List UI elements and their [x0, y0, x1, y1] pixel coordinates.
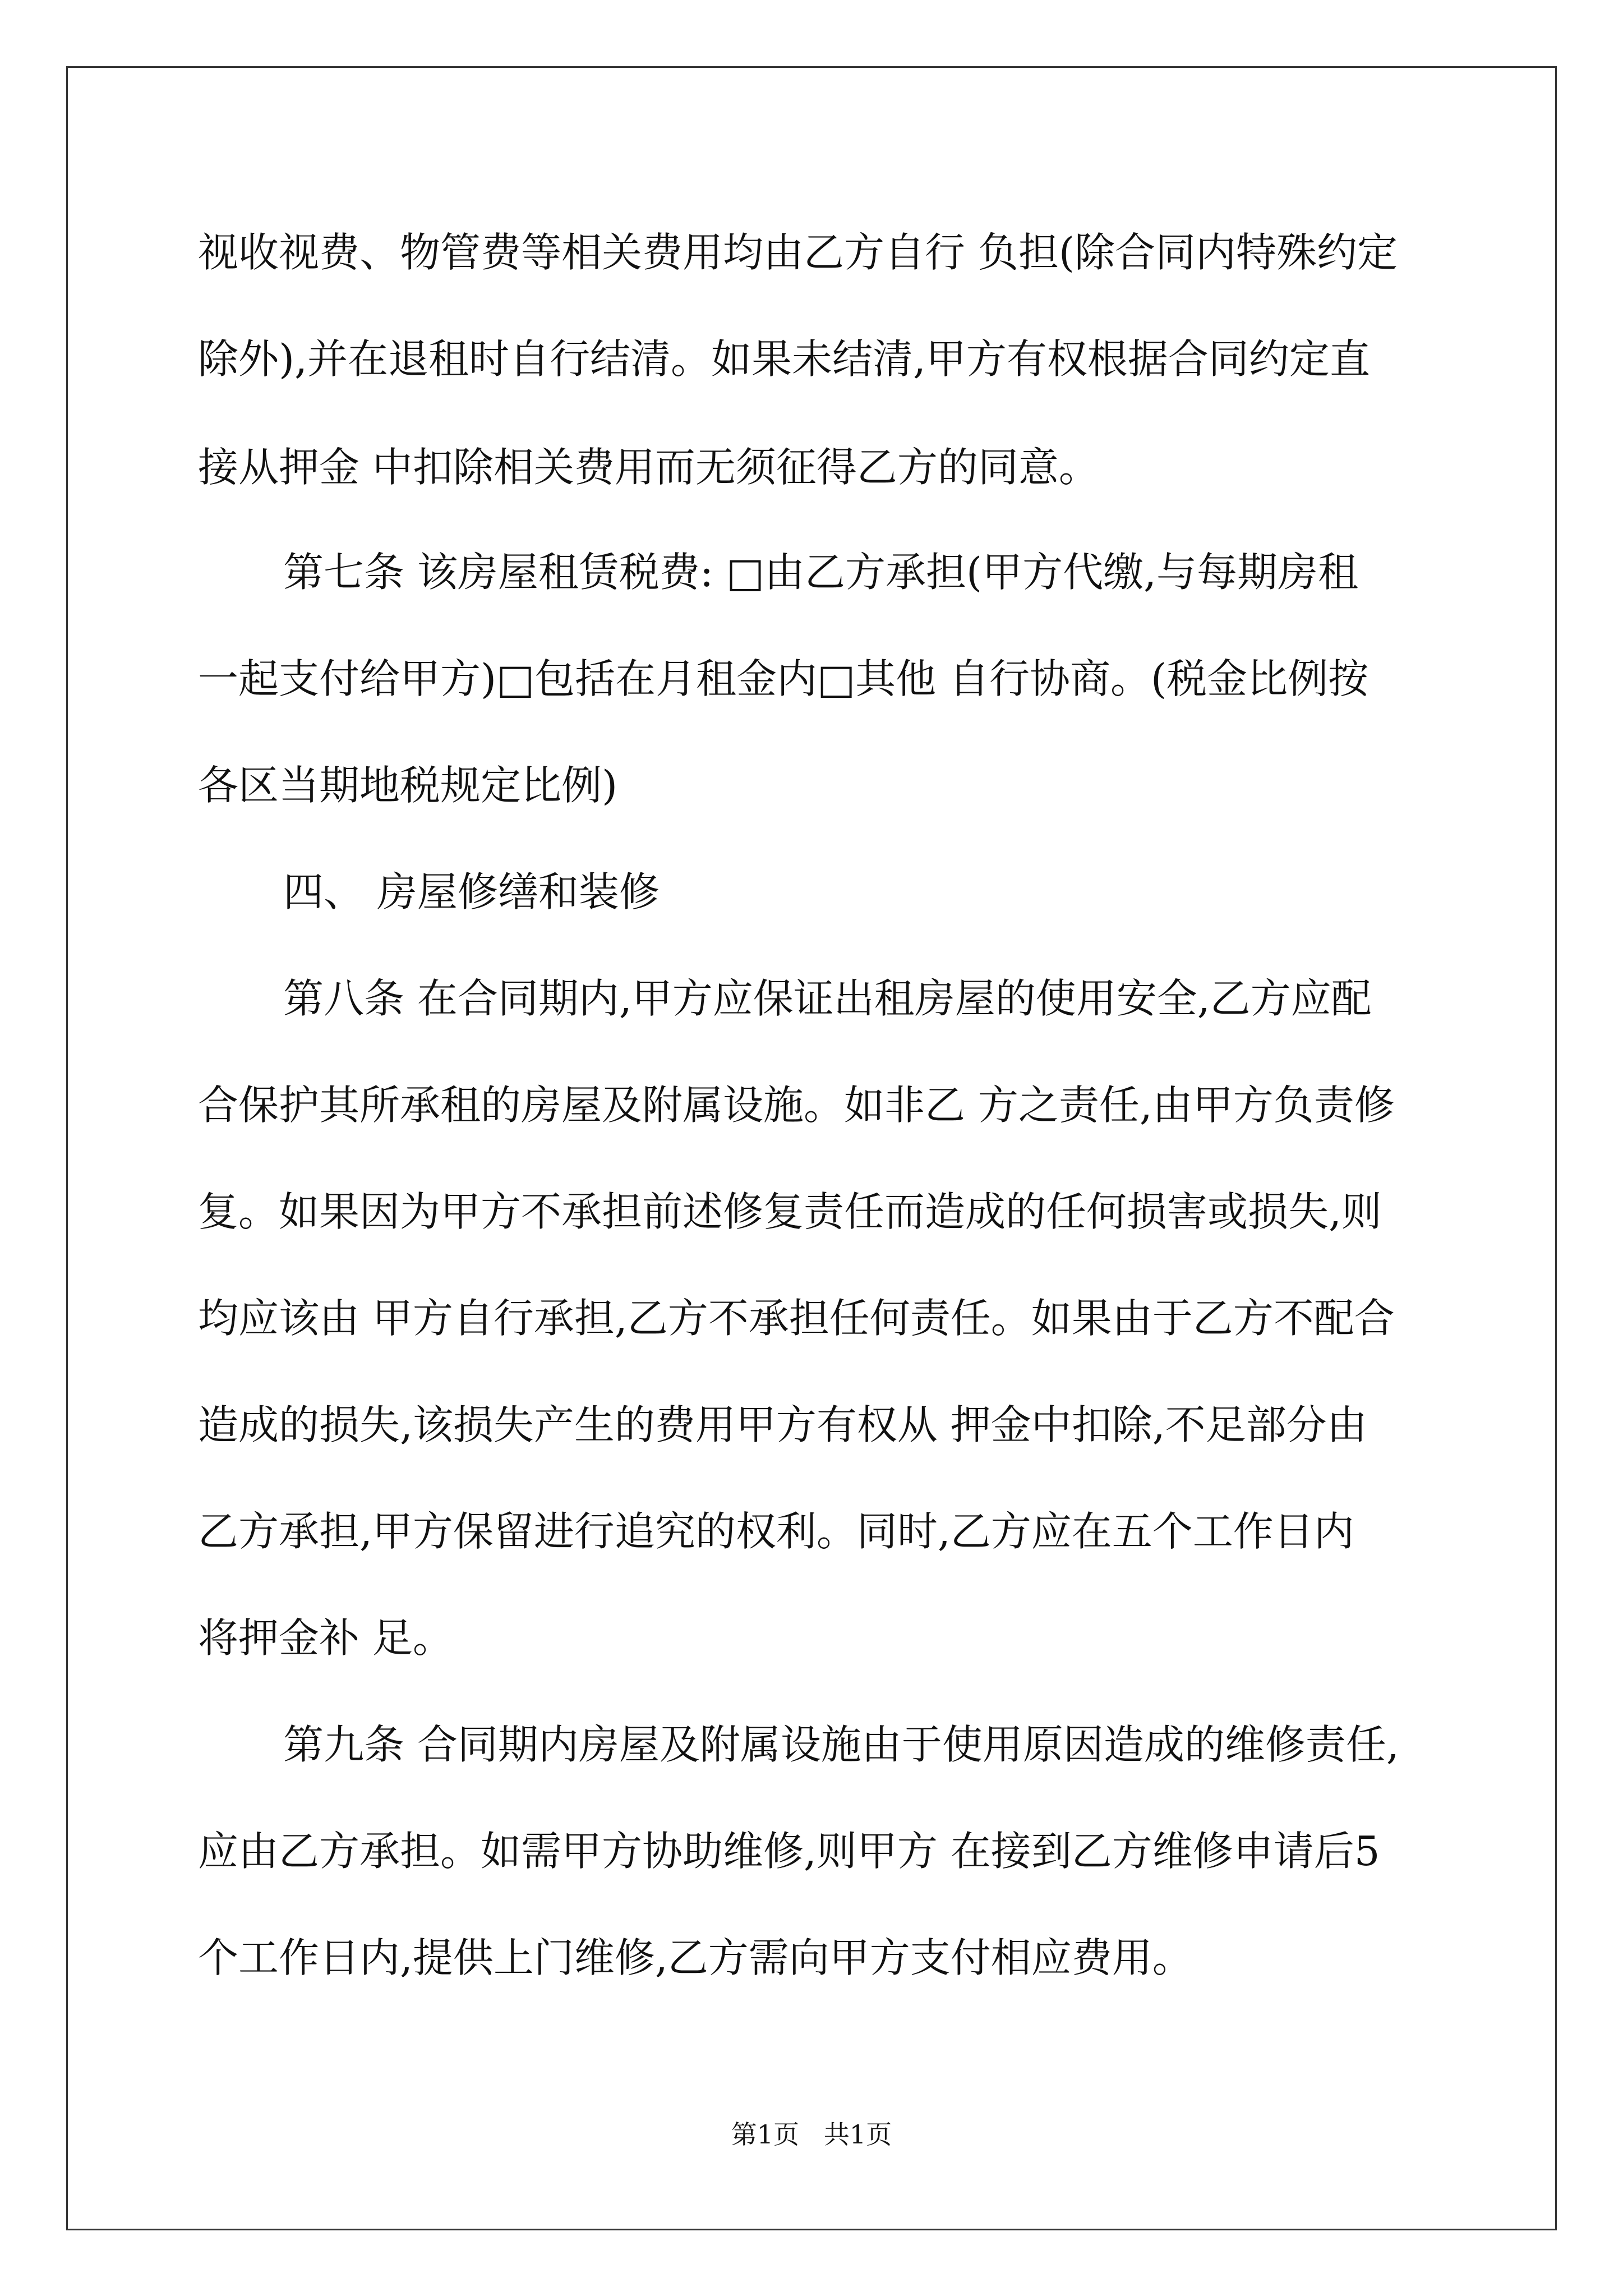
text-line: 除外),并在退租时自行结清。如果未结清,甲方有权根据合同约定直	[198, 335, 1370, 383]
article-7-heading-line: 第七条 该房屋租赁税费: □由乙方承担(甲方代缴,与每期房租	[283, 549, 1359, 596]
article-8-heading-line: 第八条 在合同期内,甲方应保证出租房屋的使用安全,乙方应配	[283, 975, 1372, 1022]
page-border	[66, 66, 1557, 2230]
text-line: 造成的损失,该损失产生的费用甲方有权从 押金中扣除,不足部分由	[198, 1401, 1367, 1448]
text-line: 个工作日内,提供上门维修,乙方需向甲方支付相应费用。	[198, 1934, 1193, 1981]
text-line: 接从押金 中扣除相关费用而无须征得乙方的同意。	[198, 444, 1099, 491]
text-line: 乙方承担,甲方保留进行追究的权利。同时,乙方应在五个工作日内	[198, 1508, 1354, 1555]
page-number-footer: 第1页 共1页	[731, 2119, 892, 2150]
text-line: 一起支付给甲方)□包括在月租金内□其他 自行协商。(税金比例按	[198, 655, 1369, 702]
text-line: 应由乙方承担。如需甲方协助维修,则甲方 在接到乙方维修申请后5	[198, 1828, 1380, 1875]
text-line: 视收视费、物管费等相关费用均由乙方自行 负担(除合同内特殊约定	[198, 229, 1398, 276]
text-line: 将押金补 足。	[198, 1614, 453, 1662]
article-9-heading-line: 第九条 合同期内房屋及附属设施由于使用原因造成的维修责任,	[283, 1721, 1399, 1768]
section-heading: 四、 房屋修缮和装修	[283, 868, 660, 915]
text-line: 各区当期地税规定比例)	[198, 762, 618, 809]
text-line: 复。如果因为甲方不承担前述修复责任而造成的任何损害或损失,则	[198, 1188, 1382, 1235]
text-line: 均应该由 甲方自行承担,乙方不承担任何责任。如果由于乙方不配合	[198, 1295, 1395, 1342]
text-line: 合保护其所承租的房屋及附属设施。如非乙 方之责任,由甲方负责修	[198, 1082, 1395, 1129]
